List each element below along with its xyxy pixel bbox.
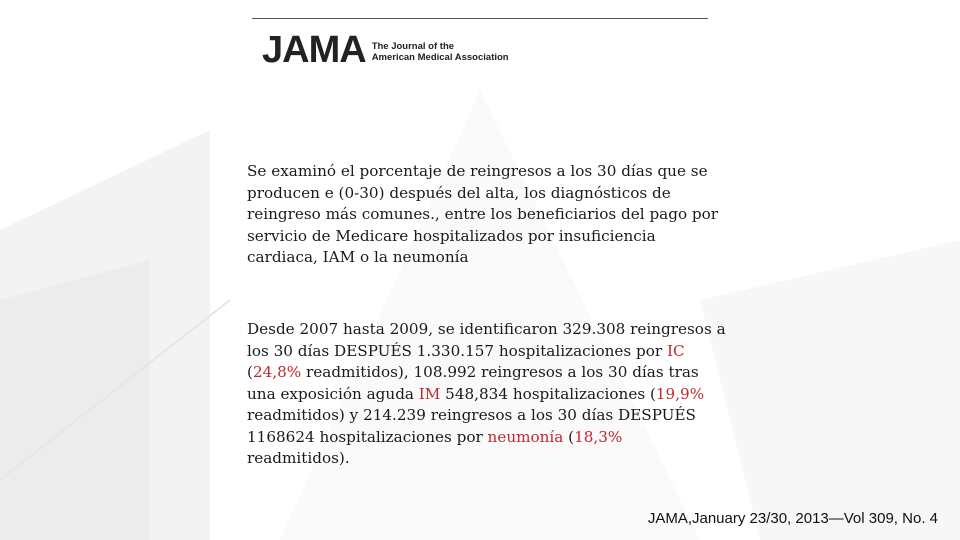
citation: JAMA,January 23/30, 2013—Vol 309, No. 4	[647, 510, 938, 527]
results-paragraph	[247, 319, 727, 470]
results-text: Desde 2007 hasta 2009, se identificaron 329.308 reingresos a los 30 días DESPUÉS 1.330.157 hospitalizaciones por	[247, 320, 726, 360]
highlight-ic-percent: 24,8%	[252, 363, 302, 381]
header-rule	[252, 18, 708, 19]
results-text: readmitidos).	[247, 449, 350, 467]
logo-tagline	[372, 38, 509, 63]
jama-logo	[262, 30, 509, 70]
results-text: 548,834 hospitalizaciones (	[440, 384, 656, 403]
results-text: (	[563, 427, 575, 446]
highlight-im: IM	[418, 384, 441, 403]
logo-tagline-line1: The Journal of the	[371, 40, 455, 52]
highlight-pneumonia: neumonía	[487, 427, 564, 446]
study-description-paragraph: Se examinó el porcentaje de reingresos a los 30 días que se producen e (0-30) después del alta, los diagnósticos de reingreso más comunes., entre los beneficiarios del pago por servicio de Medicare hospitalizados por insuficiencia cardiaca, IAM o la neumonía	[247, 162, 719, 266]
highlight-ic: IC	[666, 341, 685, 360]
results-text: readmitidos), 108.992 reingresos a los 30 días tras una exposición aguda	[247, 363, 699, 403]
results-text: readmitidos) y 214.239 reingresos a los 30 días DESPUÉS 1168624 hospitalizaciones por	[247, 406, 696, 446]
logo-wordmark: JAMA	[262, 29, 366, 71]
highlight-im-percent: 19,9%	[655, 384, 705, 403]
logo-tagline-line2: American Medical Association	[371, 51, 509, 63]
results-text: (	[247, 363, 253, 381]
highlight-pneumonia-percent: 18,3%	[574, 427, 623, 446]
